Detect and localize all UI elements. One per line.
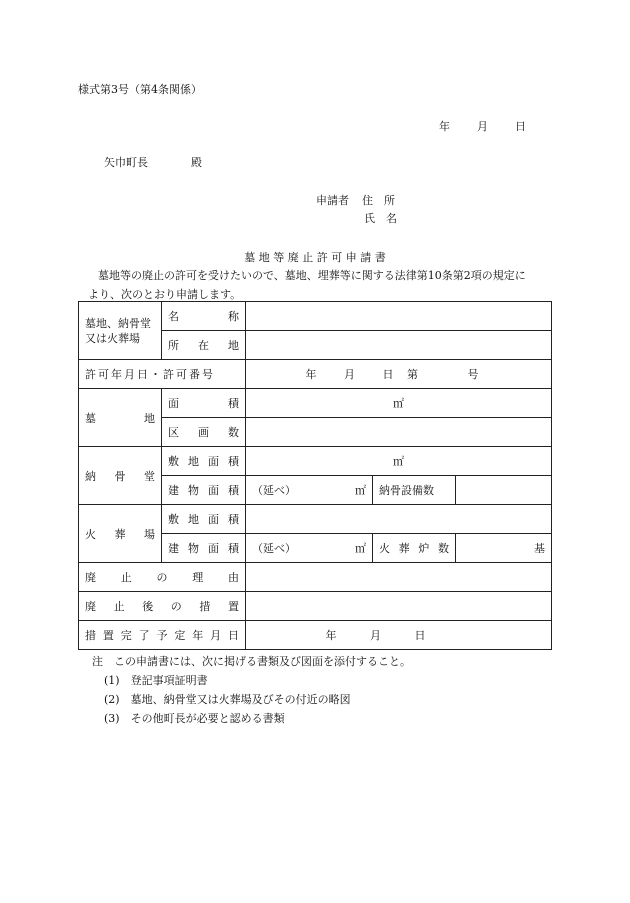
crematory-cell: 火 葬 場 xyxy=(79,505,162,563)
reason-label-cell: 廃 止 の 理 由 xyxy=(79,563,246,592)
furnace-count-label-cell: 火 葬 炉 数 xyxy=(373,534,456,563)
addressee-honorific: 殿 xyxy=(191,156,202,169)
row-reason xyxy=(79,563,552,592)
area-label-cell: 面 積 xyxy=(162,389,246,418)
row-name xyxy=(79,302,552,331)
crematory-site-label-cell: 敷 地 面 積 xyxy=(162,505,246,534)
permit-label-cell: 許可年月日・許可番号 xyxy=(79,360,246,389)
ossuary-building-label-cell: 建 物 面 積 xyxy=(162,476,246,505)
date-day-label: 日 xyxy=(515,120,526,133)
intro-line-1: 墓地等の廃止の許可を受けたいので、墓地、埋葬等に関する法律第10条第2項の規定に xyxy=(98,269,526,282)
row-crematory-site xyxy=(79,505,552,534)
completion-value-cell[interactable]: 年 月 日 xyxy=(246,621,552,650)
category-line-2: 又は火葬場 xyxy=(85,331,140,345)
reason-value-cell[interactable] xyxy=(246,563,552,592)
name-label-cell: 名 称 xyxy=(162,302,246,331)
location-label-cell: 所 在 地 xyxy=(162,331,246,360)
location-value-cell[interactable] xyxy=(246,331,552,360)
category-cell xyxy=(79,302,162,360)
name-value-cell[interactable] xyxy=(246,302,552,331)
measures-label-cell: 廃 止 後 の 措 置 xyxy=(79,592,246,621)
furnace-count-value-cell[interactable]: 基 xyxy=(456,534,552,563)
applicant-label: 申請者 xyxy=(316,194,349,207)
category-line-1: 墓地、納骨堂 xyxy=(85,316,151,330)
permit-value-cell[interactable]: 年 月 日 第 号 xyxy=(246,360,552,389)
crematory-building-label-cell: 建 物 面 積 xyxy=(162,534,246,563)
applicant-name-label: 氏 名 xyxy=(364,212,397,225)
row-measures xyxy=(79,592,552,621)
notes-header: 注 この申請書には、次に掲げる書類及び図面を添付すること。 xyxy=(92,655,411,668)
application-table xyxy=(78,301,552,650)
addressee xyxy=(104,154,202,170)
note-item-3: (3) その他町長が必要と認める書類 xyxy=(104,712,285,725)
ossuary-cell: 納 骨 堂 xyxy=(79,447,162,505)
date-year-label: 年 xyxy=(439,120,450,133)
crematory-site-value-cell[interactable] xyxy=(246,505,552,534)
ossuary-site-label-cell: 敷 地 面 積 xyxy=(162,447,246,476)
row-ossuary-site xyxy=(79,447,552,476)
ossuary-building-value-cell[interactable]: （延べ） ㎡ xyxy=(246,476,373,505)
row-cemetery-area xyxy=(79,389,552,418)
intro-line-2: より、次のとおり申請します。 xyxy=(88,288,242,301)
date-month-label: 月 xyxy=(477,120,488,133)
ossuary-units-label-cell: 納骨設備数 xyxy=(373,476,456,505)
document-title: 墓 地 等 廃 止 許 可 申 請 書 xyxy=(244,251,386,264)
date-line xyxy=(439,118,526,134)
cemetery-cell: 墓 地 xyxy=(79,389,162,447)
note-item-2: (2) 墓地、納骨堂又は火葬場及びその付近の略図 xyxy=(104,693,351,706)
completion-label-cell: 措 置 完 了 予 定 年 月 日 xyxy=(79,621,246,650)
ossuary-units-value-cell[interactable] xyxy=(456,476,552,505)
row-permit xyxy=(79,360,552,389)
addressee-name: 矢巾町長 xyxy=(104,156,148,169)
area-value-cell[interactable]: ㎡ xyxy=(246,389,552,418)
applicant-block xyxy=(316,192,395,208)
row-completion xyxy=(79,621,552,650)
measures-value-cell[interactable] xyxy=(246,592,552,621)
form-number: 様式第3号（第4条関係） xyxy=(78,83,202,96)
applicant-address-label: 住 所 xyxy=(362,194,395,207)
plots-label-cell: 区 画 数 xyxy=(162,418,246,447)
note-item-1: (1) 登記事項証明書 xyxy=(104,674,208,687)
plots-value-cell[interactable] xyxy=(246,418,552,447)
crematory-building-value-cell[interactable]: （延べ） ㎡ xyxy=(246,534,373,563)
ossuary-site-value-cell[interactable]: ㎡ xyxy=(246,447,552,476)
